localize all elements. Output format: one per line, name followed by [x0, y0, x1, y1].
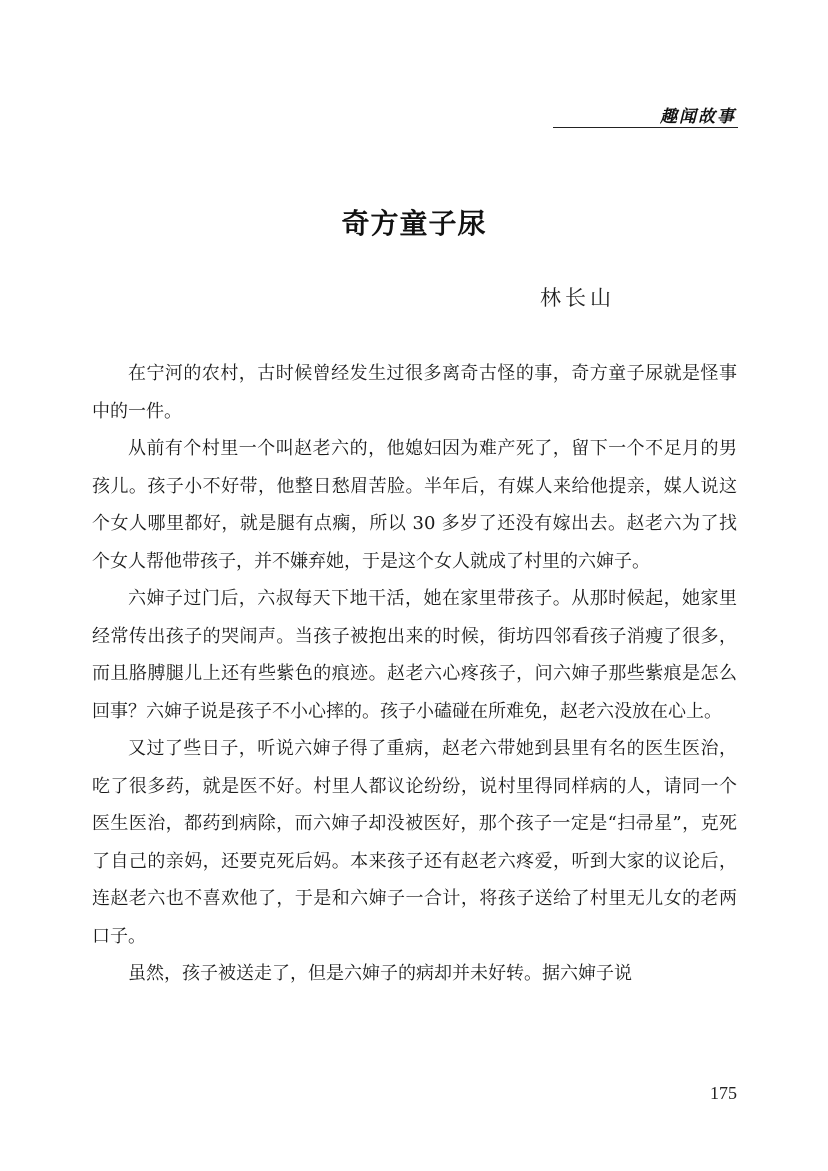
page-number: 175 — [710, 1083, 737, 1103]
article-body — [92, 355, 737, 993]
article-title: 奇方童子尿 — [341, 207, 487, 240]
paragraph: 虽然，孩子被送走了，但是六婶子的病却并未好转。据六婶子说 — [128, 963, 632, 984]
paragraph: 从前有个村里一个叫赵老六的，他媳妇因为难产死了，留下一个不足月的男孩儿。孩子小不好带，他整日愁眉苦脸。半年后，有媒人来给他提亲，媒人说这个女人哪里都好，就是腿有点瘸，所以 30 多岁了还没有嫁出去。赵老六为了找个女人帮他带孩子，并不嫌弃她，于是这个女人就成了村里的六婶子。 — [92, 438, 737, 572]
paragraph: 在宁河的农村，古时候曾经发生过很多离奇古怪的事，奇方童子尿就是怪事中的一件。 — [92, 363, 737, 422]
section-label: 趣闻故事 — [660, 107, 736, 127]
paragraph: 又过了些日子，听说六婶子得了重病，赵老六带她到县里有名的医生医治，吃了很多药，就是医不好。村里人都议论纷纷，说村里得同样病的人，请同一个医生医治，都药到病除，而六婶子却没被医好，那个孩子一定是“扫帚星”，克死了自己的亲妈，还要克死后妈。本来孩子还有赵老六疼爱，听到大家的议论后，连赵老六也不喜欢他了，于是和六婶子一合计，将孩子送给了村里无儿女的老两口子。 — [92, 738, 737, 947]
header-divider — [553, 127, 738, 128]
paragraph: 六婶子过门后，六叔每天下地干活，她在家里带孩子。从那时候起，她家里经常传出孩子的哭闹声。当孩子被抱出来的时候，街坊四邻看孩子消瘦了很多，而且胳膊腿儿上还有些紫色的痕迹。赵老六心疼孩子，问六婶子那些紫痕是怎么回事？六婶子说是孩子不小心摔的。孩子小磕碰在所难免，赵老六没放在心上。 — [92, 588, 737, 722]
article-author: 林长山 — [540, 286, 615, 310]
